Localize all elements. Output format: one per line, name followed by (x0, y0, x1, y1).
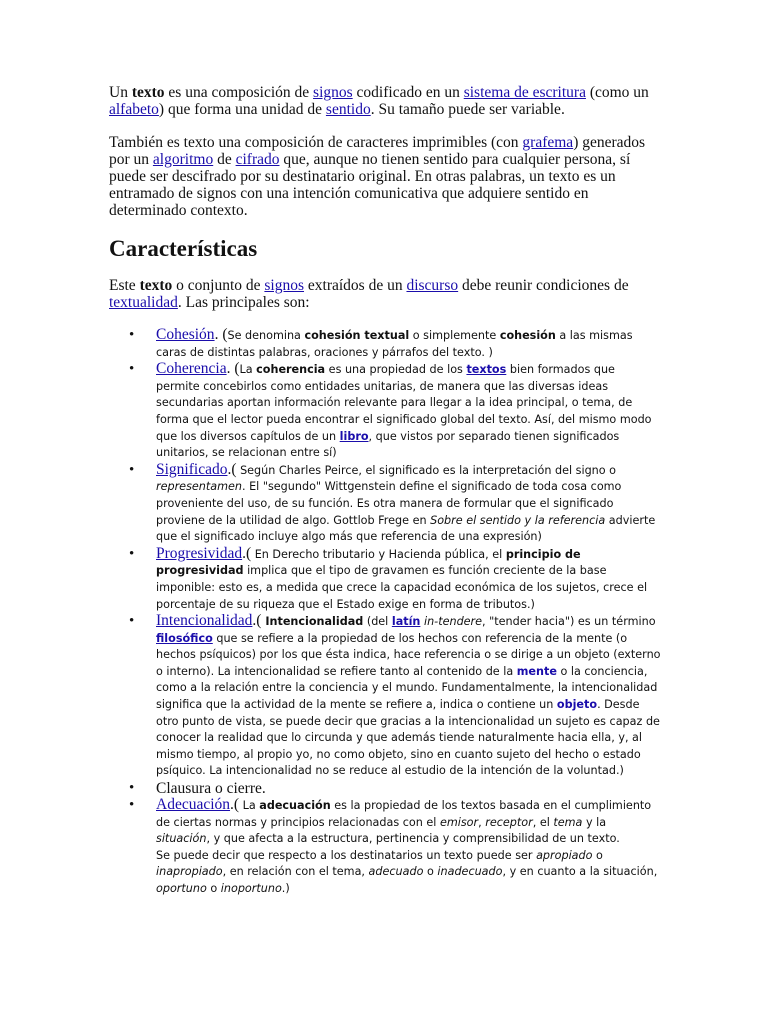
bold-term: Intencionalidad (261, 615, 364, 629)
list-item-cohesion (109, 327, 661, 361)
text-span: Un (109, 84, 132, 101)
bold-term: coherencia (256, 363, 326, 377)
italic-term: inadecuado (437, 865, 503, 879)
link-cohesion[interactable]: Cohesión (156, 326, 215, 343)
text-span: .( (252, 612, 262, 630)
italic-term: apropiado (536, 848, 593, 862)
text-span: o (206, 882, 221, 895)
intro-paragraph-2 (109, 134, 661, 219)
text-span: de (213, 151, 236, 168)
italic-term: emisor (439, 815, 479, 829)
text-span: o (423, 865, 438, 879)
section-intro-paragraph (109, 277, 661, 311)
text-span: o la conciencia, como a la relación entre la conciencia y el mundo. Fundamentalmente, la intencionalidad significa que la actividad de la mente se refiere a, indica o contiene un (156, 664, 658, 712)
text-span: La (239, 363, 257, 377)
text-span: es la propiedad de los textos basada en el cumplimiento de ciertas normas y principios relacionadas con el (156, 799, 652, 829)
list-item-progresividad (109, 546, 661, 613)
bold-term: cohesión (499, 329, 556, 342)
italic-term: Sobre el sentido y la referencia (430, 513, 606, 527)
text-span: implica que el tipo de gravamen es función creciente de la base imponible: esto es, a medida que crece la capacidad económica de los sujetos, crece el porcentaje de su riqueza que el Estado exige en forma de tributos.) (156, 564, 648, 611)
link-discurso[interactable]: discurso (406, 277, 459, 294)
link-cifrado[interactable]: cifrado (235, 151, 280, 168)
text-span: (del (363, 615, 392, 629)
link-filosofico[interactable]: filosófico (156, 631, 213, 645)
bold-term: principio de progresividad (156, 547, 581, 578)
link-alfabeto[interactable]: alfabeto (109, 101, 159, 118)
link-grafema[interactable]: grafema (522, 134, 574, 151)
text-span: Clausura o cierre. (156, 780, 266, 798)
characteristics-list (109, 327, 661, 898)
link-latin[interactable]: latín (391, 615, 421, 629)
section-heading: Características (109, 236, 258, 261)
link-coherencia[interactable]: Coherencia (156, 360, 227, 378)
link-libro[interactable]: libro (339, 429, 369, 443)
link-signos-2[interactable]: signos (264, 277, 305, 294)
text-span: .( (242, 544, 252, 562)
link-mente[interactable]: mente (516, 664, 557, 678)
text-span: , (478, 815, 486, 829)
text-span: que se refiere a la propiedad de los hechos con referencia de la mente (o hechos psíquicos) por los que ésta indica, hace referencia o se dirige a un objeto (externo o interno). La intencionalidad se refiere tanto al contenido de la (156, 631, 661, 678)
text-span: . El "segundo" Wittgenstein define el significado de toda cosa como proveniente del uso, de su función. Es otra manera de formular que el significado proviene de la utilidad de algo. Gottlob Frege en (156, 480, 622, 527)
text-span: . ( (214, 326, 228, 343)
italic-term: adecuado (368, 865, 424, 879)
text-span: (como un (585, 84, 649, 101)
list-item-intencionalidad (109, 613, 661, 780)
link-significado[interactable]: Significado (156, 460, 228, 478)
text-span: o conjunto de (172, 277, 265, 294)
link-sistema-de-escritura[interactable]: sistema de escritura (463, 84, 586, 101)
text-span: Se denomina (227, 329, 305, 342)
italic-term: inapropiado (156, 865, 223, 879)
text-span: debe reunir condiciones de (458, 277, 629, 294)
text-span: La (239, 799, 260, 813)
italic-term: situación (156, 832, 207, 846)
list-item-adecuacion (109, 797, 661, 898)
text-span: , y en cuanto a la situación, (502, 865, 658, 879)
italic-term: representamen (156, 480, 242, 494)
link-algoritmo[interactable]: algoritmo (152, 151, 214, 168)
link-sentido[interactable]: sentido (325, 101, 371, 118)
text-span: bien formados que permite concebirlos como entidades unitarias, de manera que las diversas ideas secundarias aportan información relevante para llegar a la idea principal, o tema, de forma que el lector pueda encontrar el significado global del texto. Así, del mismo modo que los diversos capítulos de un (156, 363, 652, 443)
text-span: ) que forma una unidad de (158, 101, 326, 118)
text-span: , el (532, 815, 554, 829)
text-span: extraídos de un (304, 277, 407, 294)
bold-term: cohesión textual (304, 329, 410, 342)
link-textos[interactable]: textos (466, 363, 507, 377)
bold-term: texto (131, 84, 165, 101)
italic-term: oportuno (156, 882, 207, 895)
text-span: es una propiedad de los (325, 363, 467, 377)
text-span: , en relación con el tema, (222, 865, 369, 879)
link-signos[interactable]: signos (313, 84, 353, 101)
text-span: a las mismas caras de distintas palabras, oraciones y párrafos del texto. ) (156, 329, 633, 359)
link-intencionalidad[interactable]: Intencionalidad (156, 612, 253, 630)
text-span: .( (227, 460, 237, 478)
text-span: o simplemente (409, 329, 500, 342)
text-span: .) (281, 882, 290, 895)
text-span: , y que afecta a la estructura, pertinencia y comprensibilidad de un texto. (206, 832, 620, 846)
italic-term: in-tendere (423, 615, 483, 629)
link-progresividad[interactable]: Progresividad (156, 544, 243, 562)
text-span: , "tender hacia") es un término (482, 615, 656, 629)
text-span: .( (230, 796, 240, 814)
document-page (109, 84, 661, 898)
text-span: En Derecho tributario y Hacienda pública, el (251, 547, 506, 561)
text-span: . Desde otro punto de vista, se puede decir que gracias a la intencionalidad un sujeto es capaz de conocer la realidad que lo circunda y que además tiende naturalmente hacia ella, y, al mismo tiempo, al propio yo, no como objeto, sino en cuanto sujeto del hecho o estado psíquico. La intencionalidad no se reduce al estudio de la intención de la voluntad.) (156, 698, 660, 778)
intro-paragraph-1 (109, 84, 661, 118)
text-span: Según Charles Peirce, el significado es la interpretación del signo o (236, 463, 617, 477)
text-span: , que vistos por separado tienen significados unitarios, se relacionan entre sí) (156, 429, 620, 460)
link-adecuacion[interactable]: Adecuación (156, 796, 231, 814)
text-span: Este (109, 277, 140, 294)
link-textualidad[interactable]: textualidad (109, 294, 178, 311)
list-item-significado (109, 462, 661, 546)
text-span: También es texto una composición de caracteres imprimibles (con (109, 134, 523, 151)
bold-term: adecuación (259, 799, 331, 813)
text-span: ) generados por un (109, 134, 646, 168)
text-span: Se puede decir que respecto a los destinatarios un texto puede ser (156, 848, 537, 862)
text-span: . Las principales son: (177, 294, 310, 311)
italic-term: receptor (485, 815, 533, 829)
list-item-coherencia (109, 361, 661, 462)
list-item-clausura (109, 780, 661, 797)
link-objeto[interactable]: objeto (556, 698, 598, 712)
text-span: es una composición de (164, 84, 314, 101)
text-span: codificado en un (352, 84, 464, 101)
text-span: y la (582, 815, 607, 829)
text-span: que, aunque no tienen sentido para cualquier persona, sí puede ser descifrado por su destinatario original. En otras palabras, un texto es un entramado de signos con una intención comunicativa que adquiere sentido en determinado contexto. (109, 151, 631, 219)
text-span: . ( (226, 360, 240, 378)
italic-term: inoportuno (220, 882, 282, 895)
text-span: . Su tamaño puede ser variable. (370, 101, 565, 118)
text-span: o (592, 848, 603, 862)
italic-term: tema (553, 815, 583, 829)
bold-term: texto (139, 277, 173, 294)
text-span: advierte que el significado incluye algo más que referencia de una expresión) (156, 513, 656, 544)
